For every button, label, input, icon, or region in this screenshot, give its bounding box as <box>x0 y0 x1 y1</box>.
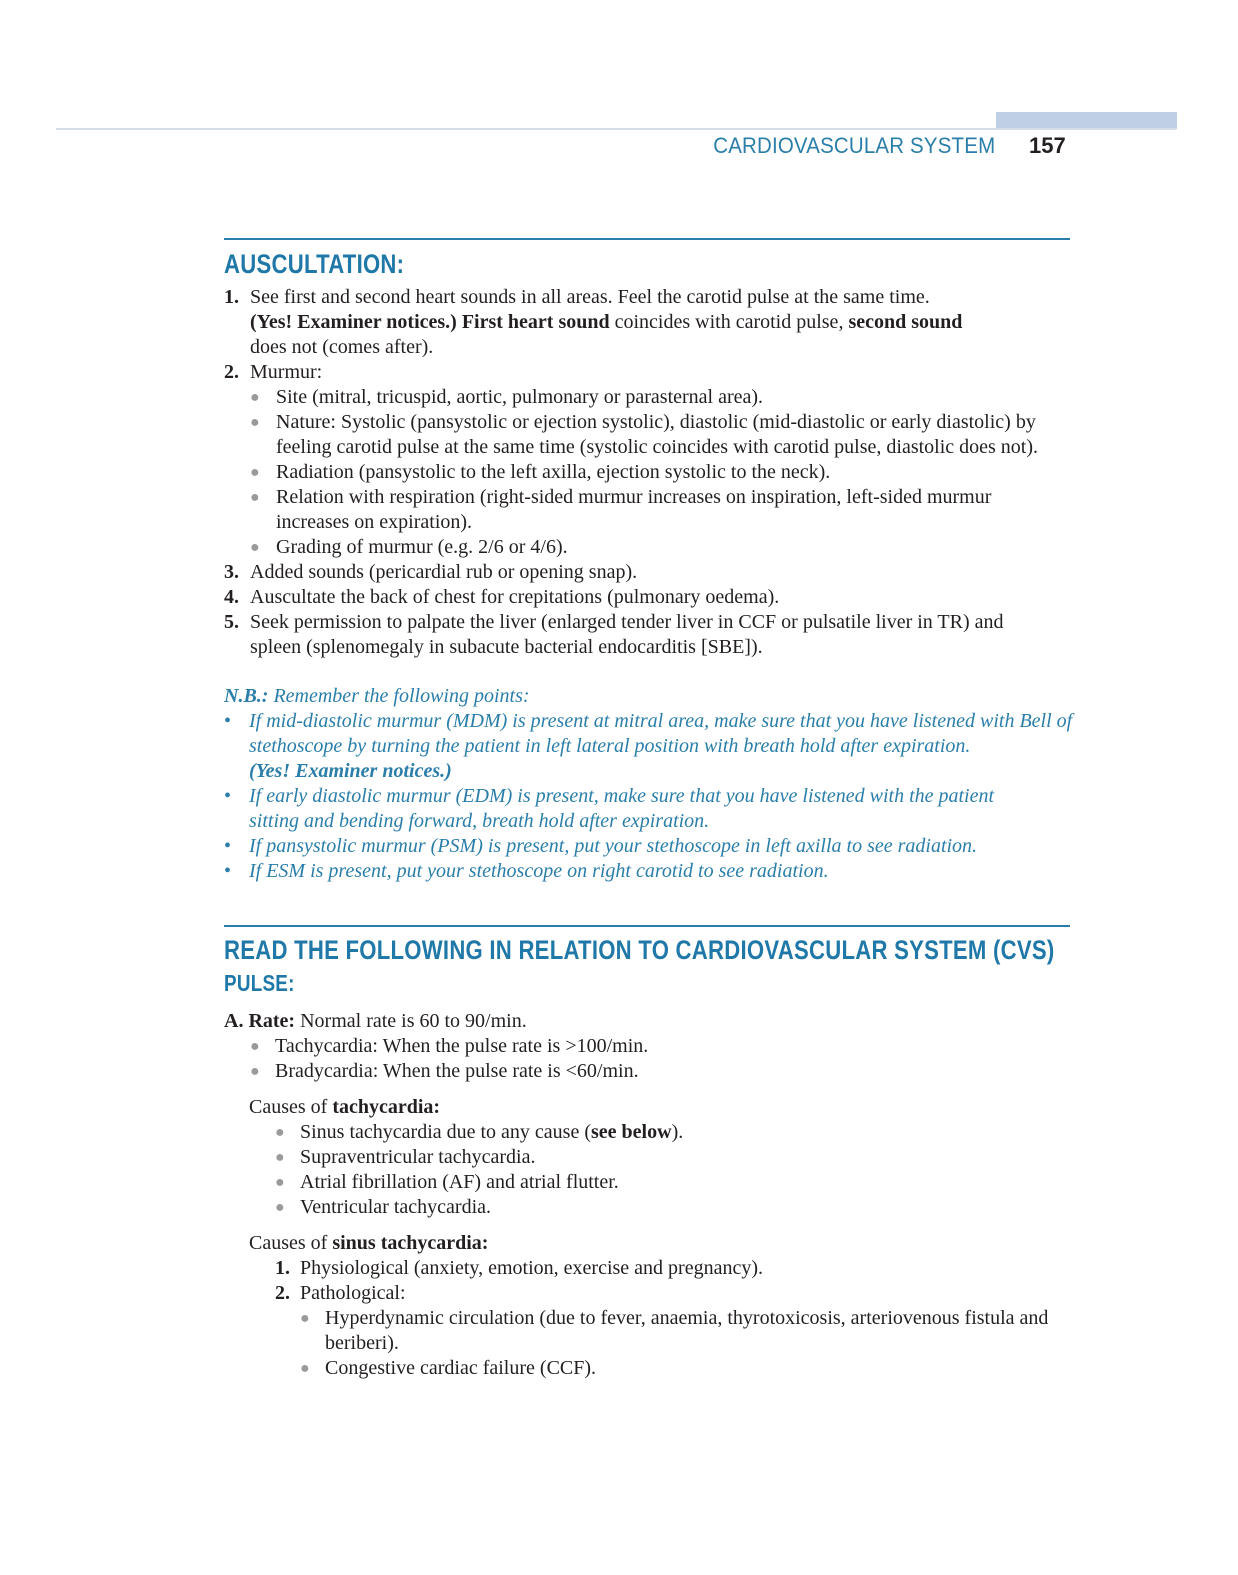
bullet-text: Ventricular tachycardia. <box>300 1196 492 1218</box>
bold-text: see below <box>591 1121 672 1143</box>
bullet-icon: ● <box>275 1124 285 1141</box>
nb-point <box>224 784 1039 834</box>
bullet-icon: ● <box>250 1038 260 1055</box>
bullet-text: Radiation (pansystolic to the left axilla, ejection systolic to the neck). <box>276 461 831 483</box>
page-number: 157 <box>1029 133 1066 158</box>
bullet-item <box>224 1145 1070 1170</box>
bullet-text: Supraventricular tachycardia. <box>300 1146 536 1168</box>
nb-point-text: If ESM is present, put your stethoscope on right carotid to see radiation. <box>249 860 829 882</box>
bold-text: (Yes! Examiner notices.) First heart sound <box>250 311 610 333</box>
auscultation-heading: AUSCULTATION: <box>224 248 405 279</box>
bullet-text: Atrial fibrillation (AF) and atrial flutter. <box>300 1171 619 1193</box>
item-number: 1. <box>224 286 239 308</box>
list-item <box>224 1281 1070 1306</box>
bullet-icon: ● <box>275 1199 285 1216</box>
item-text: coincides with carotid pulse, <box>609 311 849 333</box>
nb-point-text: If mid-diastolic murmur (MDM) is present at mitral area, make sure that you have listened with Bell of stethoscope by turning the patient in left lateral position with breath hold after expiration. <box>249 710 1073 757</box>
item-number: 1. <box>275 1257 290 1279</box>
bullet-icon: ● <box>275 1149 285 1166</box>
bullet-icon: • <box>224 710 232 732</box>
bullet-item <box>250 485 1036 535</box>
section-rule <box>224 925 1070 927</box>
bullet-icon: ● <box>300 1360 310 1377</box>
nb-point <box>224 709 1077 784</box>
bullet-item <box>224 1356 1070 1381</box>
list-item <box>224 360 1070 560</box>
item-number: 4. <box>224 586 239 608</box>
bullet-icon: ● <box>250 539 260 556</box>
item-text: Physiological (anxiety, emotion, exercise and pregnancy). <box>300 1257 763 1279</box>
item-number: 2. <box>224 361 239 383</box>
bullet-icon: ● <box>300 1310 310 1327</box>
nb-point-text: If pansystolic murmur (PSM) is present, put your stethoscope in left axilla to see radiation. <box>249 835 978 857</box>
nb-label: N.B.: <box>224 685 269 707</box>
nb-intro: Remember the following points: <box>268 685 530 707</box>
bullet-text: Grading of murmur (e.g. 2/6 or 4/6). <box>276 536 568 558</box>
pulse-subheading: PULSE: <box>224 969 295 996</box>
item-number: 3. <box>224 561 239 583</box>
bullet-item <box>250 410 1092 460</box>
bullet-text: Bradycardia: When the pulse rate is <60/min. <box>275 1060 639 1082</box>
causes-label: Causes of <box>249 1232 333 1254</box>
list-item <box>224 610 1044 660</box>
list-item <box>224 285 1070 360</box>
auscultation-section <box>224 238 1070 280</box>
bullet-item <box>224 1195 1070 1220</box>
running-header-title: CARDIOVASCULAR SYSTEM <box>712 133 995 158</box>
header-rule <box>56 128 1176 130</box>
bullet-item <box>250 385 1070 410</box>
bullet-item <box>224 1034 1070 1059</box>
item-text: does not (comes after). <box>250 336 434 358</box>
causes-label: Causes of <box>249 1096 333 1118</box>
bullet-icon: ● <box>250 489 260 506</box>
causes-bold: sinus tachycardia: <box>332 1232 489 1254</box>
bullet-icon: • <box>224 835 232 857</box>
bullet-icon: ● <box>250 414 260 431</box>
list-item <box>224 560 1070 585</box>
nb-point <box>224 859 1070 884</box>
auscultation-list <box>224 285 1070 660</box>
item-number: 2. <box>275 1282 290 1304</box>
nb-point-text: If early diastolic murmur (EDM) is present, make sure that you have listened with the patient sitting and bending forward, breath hold after expiration. <box>249 785 995 832</box>
bullet-icon: ● <box>250 1063 260 1080</box>
bullet-text: Tachycardia: When the pulse rate is >100/min. <box>275 1035 649 1057</box>
bullet-icon: ● <box>250 464 260 481</box>
bullet-item <box>250 460 1070 485</box>
rate-text: Normal rate is 60 to 90/min. <box>295 1010 527 1032</box>
bullet-text: Hyperdynamic circulation (due to fever, anaemia, thyrotoxicosis, arteriovenous fistula and beriberi). <box>325 1307 1049 1354</box>
bullet-icon: ● <box>275 1174 285 1191</box>
header-accent-bar <box>996 112 1177 129</box>
item-text: Murmur: <box>250 361 323 383</box>
nb-point-bold: (Yes! Examiner notices.) <box>249 760 452 782</box>
causes-bold: tachycardia: <box>332 1096 441 1118</box>
section-rule <box>224 238 1070 240</box>
bullet-item <box>224 1306 1050 1356</box>
list-item <box>224 1256 1070 1281</box>
nb-box <box>224 684 1073 884</box>
cvs-heading: READ THE FOLLOWING IN RELATION TO CARDIOVASCULAR SYSTEM (CVS) <box>224 934 1055 965</box>
bullet-icon: • <box>224 785 232 807</box>
cvs-section <box>224 925 1070 997</box>
bullet-item <box>224 1059 1070 1084</box>
bullet-text: Nature: Systolic (pansystolic or ejection systolic), diastolic (mid-diastolic or early diastolic) by feeling carotid pulse at the same time (systolic coincides with carotid pulse, diastolic does not). <box>276 411 1039 458</box>
list-item <box>224 585 1070 610</box>
bullet-item <box>224 1120 1070 1145</box>
item-text: Seek permission to palpate the liver (enlarged tender liver in CCF or pulsatile liver in TR) and spleen (splenomegaly in subacute bacterial endocarditis [SBE]). <box>250 611 1004 658</box>
bold-text: second sound <box>848 311 963 333</box>
item-number: 5. <box>224 611 239 633</box>
bullet-text: Sinus tachycardia due to any cause ( <box>300 1121 592 1143</box>
bullet-icon: • <box>224 860 232 882</box>
bullet-text: Relation with respiration (right-sided murmur increases on inspiration, left-sided murmur increases on expiration). <box>276 486 992 533</box>
bullet-text: Site (mitral, tricuspid, aortic, pulmonary or parasternal area). <box>276 386 764 408</box>
bullet-item <box>250 535 1070 560</box>
rate-label: A. Rate: <box>224 1010 296 1032</box>
item-text: See first and second heart sounds in all areas. Feel the carotid pulse at the same time. <box>250 286 930 308</box>
pulse-content <box>224 1009 1070 1381</box>
item-text: Added sounds (pericardial rub or opening snap). <box>250 561 638 583</box>
item-text: Auscultate the back of chest for crepitations (pulmonary oedema). <box>250 586 780 608</box>
bullet-item <box>224 1170 1070 1195</box>
bullet-text: Congestive cardiac failure (CCF). <box>325 1357 597 1379</box>
bullet-text: ). <box>671 1121 684 1143</box>
nb-point <box>224 834 1070 859</box>
item-text: Pathological: <box>300 1282 406 1304</box>
bullet-icon: ● <box>250 389 260 406</box>
